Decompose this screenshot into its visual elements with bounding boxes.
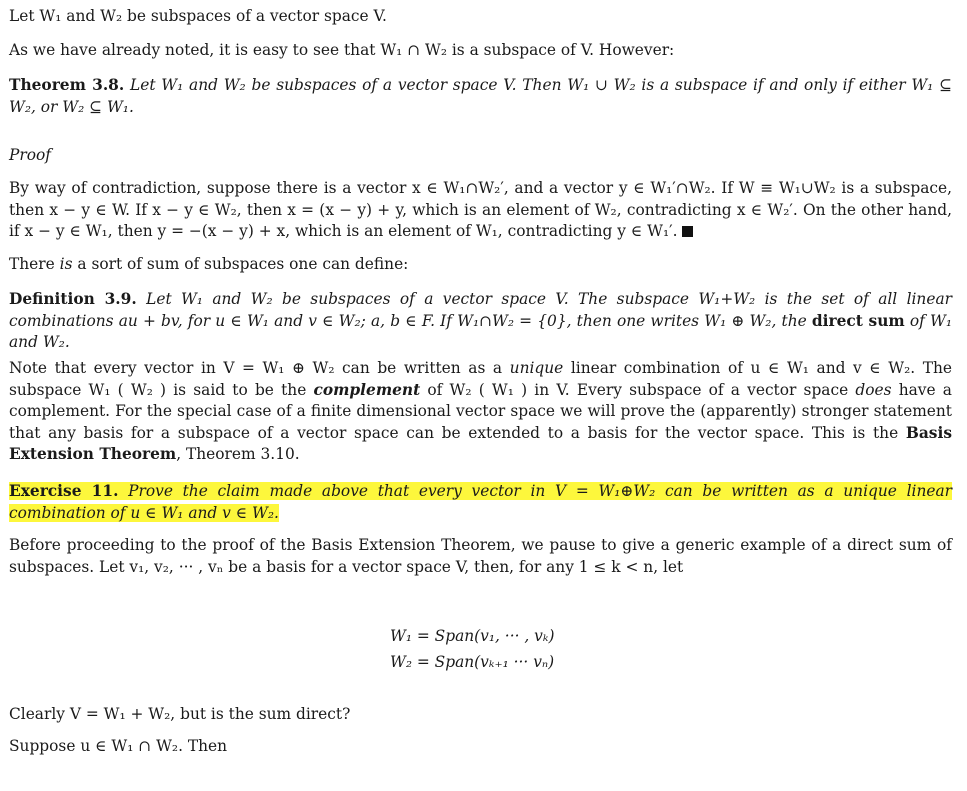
equation-w2: W₂ = Span(vₖ₊₁ ··· vₙ)	[390, 653, 555, 671]
note-paragraph	[9, 358, 952, 466]
intro-line-1: Let W₁ and W₂ be subspaces of a vector space V.	[9, 7, 387, 25]
theorem-text: Let W₁ and W₂ be subspaces of a vector space V. Then W₁ ∪ W₂ is a subspace if and only if either W₁ ⊆ W₂, or W₂ ⊆ W₁.	[9, 76, 952, 116]
note-unique: unique	[509, 359, 564, 377]
proof-text: By way of contradiction, suppose there is a vector x ∈ W₁∩W₂′, and a vector y ∈ W₁′∩W₂. If W ≡ W₁∪W₂ is a subspace, then x − y ∈ W. If x − y ∈ W₂, then x = (x − y) + y, which is an element of W₂, contradicting x ∈ W₂′. On the other hand, if x − y ∈ W₁, then y = −(x − y) + x, which is an element of W₁, contradicting y ∈ W₁′.	[9, 179, 952, 240]
clearly-line: Clearly V = W₁ + W₂, but is the sum direct?	[9, 705, 351, 723]
definition-label: Definition 3.9.	[9, 290, 137, 308]
definition-text-1: Let W₁ and W₂ be subspaces of a vector space V. The subspace W₁+W₂ is the set of all linear combinations au + bv, for u ∈ W₁ and v ∈ W₂; a, b ∈ F. If W₁∩W₂ = {0}, then one writes W₁ ⊕ W₂, the	[9, 290, 952, 330]
exercise-highlight	[9, 482, 952, 522]
exercise-label: Exercise 11.	[9, 482, 119, 500]
before-proof-paragraph: Before proceeding to the proof of the Basis Extension Theorem, we pause to give a generic example of a direct sum of subspaces. Let v₁, v₂, ··· , vₙ be a basis for a vector space V, then, for any 1 ≤ k < n, let	[9, 536, 952, 576]
exercise-11	[9, 481, 952, 524]
note-does: does	[855, 380, 892, 399]
note-complement: complement	[313, 380, 421, 399]
definition-bold: direct sum	[811, 311, 905, 330]
definition-text-2: of W₁ and W₂.	[9, 311, 952, 351]
sum-intro-emph: is	[59, 255, 73, 273]
theorem-label: Theorem 3.8.	[9, 76, 125, 94]
equation-w1: W₁ = Span(v₁, ··· , vₖ)	[390, 627, 555, 645]
note-p5: , Theorem 3.10.	[176, 445, 300, 463]
sum-intro	[9, 254, 952, 276]
qed-square-icon	[682, 226, 693, 237]
note-basis-extension: Basis Extension Theorem	[9, 423, 952, 463]
proof-heading: Proof	[9, 146, 51, 164]
definition-3-9	[9, 289, 952, 354]
note-p4: have a complement. For the special case of a finite dimensional vector space we will prove the (apparently) stronger statement that any basis for a subspace of a vector space can be extended to a basis for the vector space. This is the	[9, 380, 952, 442]
intro-line-2: As we have already noted, it is easy to see that W₁ ∩ W₂ is a subspace of V. However:	[9, 41, 675, 59]
sum-intro-before: There	[9, 255, 60, 273]
note-p2: linear combination of u ∈ W₁ and v ∈ W₂. The subspace W₁ ( W₂ ) is said to be the	[9, 359, 952, 399]
exercise-text: Prove the claim made above that every vector in V = W₁⊕W₂ can be written as a unique linear combination of u ∈ W₁ and v ∈ W₂.	[9, 482, 952, 522]
suppose-line: Suppose u ∈ W₁ ∩ W₂. Then	[9, 737, 228, 755]
theorem-3-8	[9, 75, 952, 118]
note-p3: of W₂ ( W₁ ) in V. Every subspace of a vector space	[420, 380, 856, 399]
note-p1: Note that every vector in V = W₁ ⊕ W₂ can be written as a	[9, 359, 510, 377]
sum-intro-after: a sort of sum of subspaces one can define:	[72, 255, 409, 273]
proof-body	[9, 178, 952, 243]
